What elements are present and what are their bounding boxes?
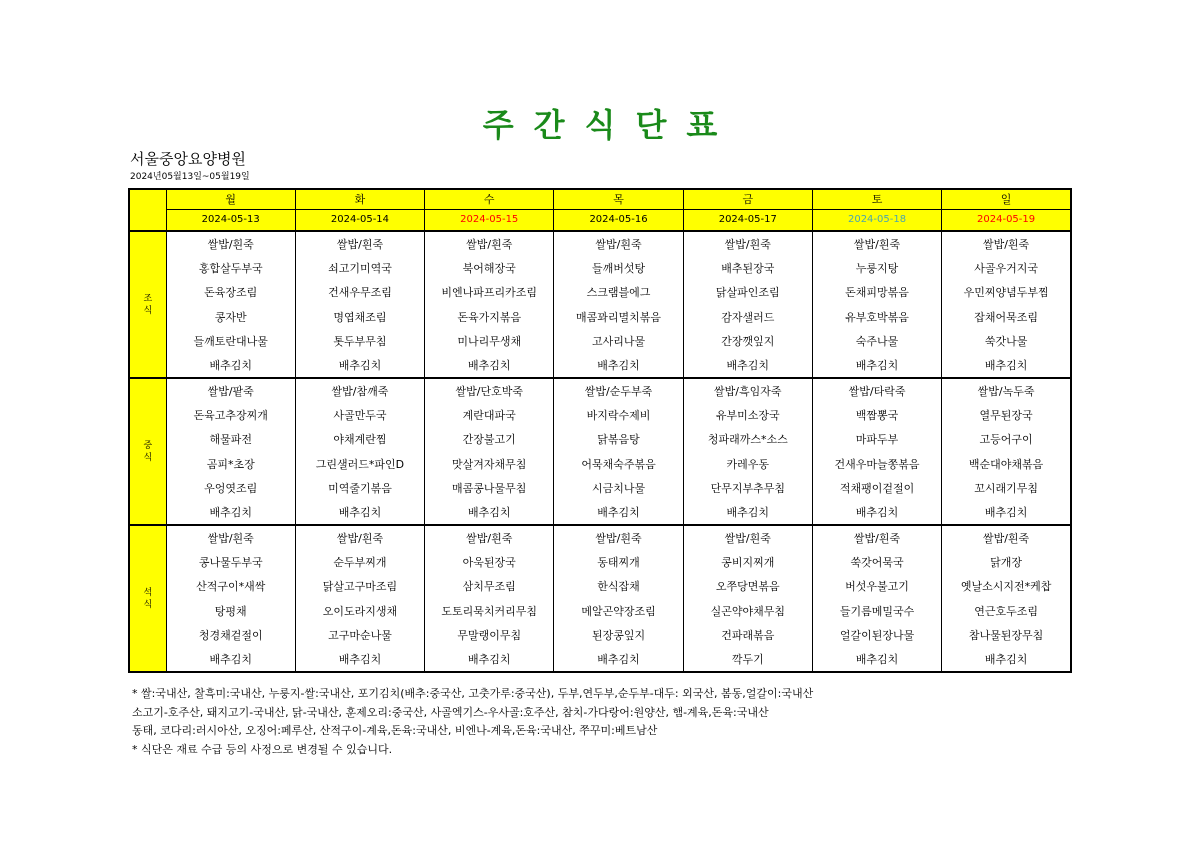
dish-cell: 옛날소시지전*케찹 xyxy=(942,574,1071,599)
dish-cell: 유부미소장국 xyxy=(683,403,812,428)
date-label: 2024-05-13 xyxy=(166,209,295,231)
dish-cell: 우엉엿조림 xyxy=(204,482,258,496)
dish-cell: 닭개장 xyxy=(942,550,1071,575)
footnote-line: 동태, 코다리:러시아산, 오징어:페루산, 산적구이-계육,돈육:국내산, 비엔나-계육,돈육:국내산, 쭈꾸미:베트남산 xyxy=(132,724,658,737)
page-title xyxy=(0,100,1200,146)
dish-cell: 쌀밥/흰죽 xyxy=(554,231,683,256)
dish-cell: 쌀밥/녹두죽 xyxy=(942,378,1071,403)
dish-cell: 깍두기 xyxy=(683,648,812,673)
header-corner xyxy=(129,209,166,231)
dish-cell: 미나리무생채 xyxy=(425,329,554,354)
footnote-line: * 식단은 재료 수급 등의 사정으로 변경될 수 있습니다. xyxy=(132,742,393,756)
dish-cell: 톳두부무침 xyxy=(295,329,424,354)
dish-cell: 배추김치 xyxy=(812,354,941,379)
dish-cell: 그린샐러드*파인D xyxy=(295,452,424,477)
dish-cell: 배추김치 xyxy=(554,648,683,673)
dish-cell: 동태찌개 xyxy=(554,550,683,575)
dish-cell: 배추김치 xyxy=(209,359,252,373)
title-char: 주 xyxy=(482,106,514,144)
title-char: 표 xyxy=(686,106,718,144)
dish-cell: 건파래볶음 xyxy=(683,623,812,648)
menu-row xyxy=(129,574,1071,599)
dish-cell: 쌀밥/팥죽 xyxy=(166,378,295,403)
weekday-label: 수 xyxy=(425,189,554,209)
dish-cell: 쌀밥/흰죽 xyxy=(942,231,1071,256)
dish-cell: 미역줄기볶음 xyxy=(295,476,424,501)
dish-cell: 산적구이*새싹 xyxy=(196,580,266,594)
dish-cell: 배추김치 xyxy=(683,354,812,379)
weekday-label: 화 xyxy=(295,189,424,209)
header-corner xyxy=(129,189,166,209)
dish-cell: 배추김치 xyxy=(812,648,941,673)
weekly-menu-table xyxy=(128,188,1072,673)
meal-label-char: 식 xyxy=(143,452,153,463)
meal-label-char: 중 xyxy=(143,440,153,451)
dish-cell: 들깨토란대나물 xyxy=(193,335,268,349)
menu-row xyxy=(129,256,1071,281)
dish-cell: 적채팽이겉절이 xyxy=(812,476,941,501)
dish-cell: 쌀밥/흰죽 xyxy=(683,525,812,550)
menu-row xyxy=(129,354,1071,379)
dish-cell: 연근호두조림 xyxy=(942,599,1071,624)
dish-cell: 배추김치 xyxy=(942,501,1071,526)
dish-cell: 오이도라지생채 xyxy=(295,599,424,624)
dish-cell: 꼬시래기무침 xyxy=(942,476,1071,501)
dish-cell: 쌀밥/흰죽 xyxy=(812,231,941,256)
dish-cell: 시금치나물 xyxy=(554,476,683,501)
dish-cell: 쌀밥/흰죽 xyxy=(295,231,424,256)
date-header-row xyxy=(129,209,1071,231)
footnotes xyxy=(132,685,813,759)
dish-cell: 사골우거지국 xyxy=(942,256,1071,281)
dish-cell: 쌀밥/흰죽 xyxy=(166,525,295,550)
dish-cell: 배추된장국 xyxy=(683,256,812,281)
meal-label xyxy=(129,525,166,672)
dish-cell: 고구마순나물 xyxy=(295,623,424,648)
date-label: 2024-05-18 xyxy=(812,209,941,231)
title-char: 식 xyxy=(584,106,616,144)
dish-cell: 쌀밥/순두부죽 xyxy=(554,378,683,403)
dish-cell: 메알곤약장조림 xyxy=(554,599,683,624)
weekday-label: 토 xyxy=(812,189,941,209)
dish-cell: 쌀밥/흑임자죽 xyxy=(683,378,812,403)
dish-cell: 얼갈이된장나물 xyxy=(812,623,941,648)
dish-cell: 탕평채 xyxy=(214,604,247,618)
dish-cell: 콩비지찌개 xyxy=(683,550,812,575)
dish-cell: 쌀밥/타락죽 xyxy=(812,378,941,403)
weekday-label: 금 xyxy=(683,189,812,209)
meal-label-char: 조 xyxy=(143,293,153,304)
menu-row xyxy=(129,501,1071,526)
dish-cell: 순두부찌개 xyxy=(295,550,424,575)
dish-cell: 잡채어묵조림 xyxy=(942,305,1071,330)
dish-cell: 배추김치 xyxy=(295,501,424,526)
dish-cell: 버섯우불고기 xyxy=(812,574,941,599)
dish-cell: 오쭈당면볶음 xyxy=(683,574,812,599)
dish-cell: 돈채피망볶음 xyxy=(812,280,941,305)
dish-cell: 쇠고기미역국 xyxy=(295,256,424,281)
dish-cell: 배추김치 xyxy=(425,501,554,526)
menu-row xyxy=(129,231,1071,256)
dish-cell: 비엔나파프리카조림 xyxy=(425,280,554,305)
dish-cell: 들깨버섯탕 xyxy=(554,256,683,281)
dish-cell: 우민찌양념두부찜 xyxy=(942,280,1071,305)
dish-cell: 홍합살두부국 xyxy=(198,261,263,275)
dish-cell: 건새우마늘쫑볶음 xyxy=(812,452,941,477)
dish-cell: 쌀밥/흰죽 xyxy=(812,525,941,550)
dish-cell: 북어해장국 xyxy=(425,256,554,281)
dish-cell: 콩자반 xyxy=(214,310,247,324)
dish-cell: 참나물된장무침 xyxy=(942,623,1071,648)
date-label: 2024-05-17 xyxy=(683,209,812,231)
date-label: 2024-05-19 xyxy=(942,209,1071,231)
dish-cell: 간장깻잎지 xyxy=(683,329,812,354)
dish-cell: 해물파전 xyxy=(209,433,252,447)
dish-cell: 숙주나물 xyxy=(812,329,941,354)
dish-cell: 쌀밥/흰죽 xyxy=(425,525,554,550)
dish-cell: 배추김치 xyxy=(942,354,1071,379)
dish-cell: 돈육가지볶음 xyxy=(425,305,554,330)
menu-row xyxy=(129,427,1071,452)
dish-cell: 마파두부 xyxy=(812,427,941,452)
dish-cell: 아욱된장국 xyxy=(425,550,554,575)
menu-row xyxy=(129,476,1071,501)
dish-cell: 배추김치 xyxy=(209,506,252,520)
dish-cell: 배추김치 xyxy=(425,354,554,379)
hospital-name: 서울중앙요양병원 xyxy=(130,150,246,168)
dish-cell: 열무된장국 xyxy=(942,403,1071,428)
dish-cell: 청경채겉절이 xyxy=(198,629,263,643)
menu-row xyxy=(129,525,1071,550)
dish-cell: 매콤꽈리멸치볶음 xyxy=(554,305,683,330)
footnote-line: * 쌀:국내산, 찰흑미:국내산, 누룽지-쌀:국내산, 포기김치(배추:중국산, 고춧가루:중국산), 두부,연두부,순두부-대두: 외국산, 봄동,얼갈이:국내산 xyxy=(132,687,814,700)
title-char: 단 xyxy=(635,106,667,144)
menu-period: 2024년05월13일~05월19일 xyxy=(130,172,250,182)
dish-cell: 매콤콩나물무침 xyxy=(425,476,554,501)
dish-cell: 배추김치 xyxy=(295,354,424,379)
dish-cell: 된장콩잎지 xyxy=(554,623,683,648)
menu-row xyxy=(129,329,1071,354)
dish-cell: 카레우동 xyxy=(683,452,812,477)
dish-cell: 백순대야채볶음 xyxy=(942,452,1071,477)
menu-row xyxy=(129,280,1071,305)
dish-cell: 배추김치 xyxy=(683,501,812,526)
dish-cell: 유부호박볶음 xyxy=(812,305,941,330)
dish-cell: 단무지부추무침 xyxy=(683,476,812,501)
menu-row xyxy=(129,403,1071,428)
menu-row xyxy=(129,599,1071,624)
dish-cell: 감자샐러드 xyxy=(683,305,812,330)
dish-cell: 건새우무조림 xyxy=(295,280,424,305)
dish-cell: 명엽채조림 xyxy=(295,305,424,330)
footnote-line: 소고기-호주산, 돼지고기-국내산, 닭-국내산, 훈제오리:중국산, 사골엑기스-우사골:호주산, 참치-가다랑어:원양산, 햄-계육,돈육:국내산 xyxy=(132,705,769,719)
dish-cell: 쌀밥/흰죽 xyxy=(166,231,295,256)
dish-cell: 쌀밥/흰죽 xyxy=(554,525,683,550)
dish-cell: 돈육장조림 xyxy=(204,286,258,300)
dish-cell: 무말랭이무침 xyxy=(425,623,554,648)
dish-cell: 쌀밥/흰죽 xyxy=(425,231,554,256)
dish-cell: 닭볶음탕 xyxy=(554,427,683,452)
dish-cell: 쌀밥/흰죽 xyxy=(683,231,812,256)
weekday-header-row xyxy=(129,189,1071,209)
dish-cell: 고등어구이 xyxy=(942,427,1071,452)
meal-label-char: 석 xyxy=(143,587,153,598)
weekday-label: 목 xyxy=(554,189,683,209)
dish-cell: 배추김치 xyxy=(812,501,941,526)
dish-cell: 한식잡채 xyxy=(554,574,683,599)
meal-label-char: 식 xyxy=(143,599,153,610)
dish-cell: 쑥갓어묵국 xyxy=(812,550,941,575)
menu-row xyxy=(129,452,1071,477)
date-label: 2024-05-16 xyxy=(554,209,683,231)
dish-cell: 쑥갓나물 xyxy=(942,329,1071,354)
date-label: 2024-05-15 xyxy=(425,209,554,231)
dish-cell: 쌀밥/단호박죽 xyxy=(425,378,554,403)
dish-cell: 고사리나물 xyxy=(554,329,683,354)
menu-row xyxy=(129,378,1071,403)
dish-cell: 바지락수제비 xyxy=(554,403,683,428)
weekday-label: 일 xyxy=(942,189,1071,209)
dish-cell: 닭살고구마조림 xyxy=(295,574,424,599)
dish-cell: 돈육고추장찌개 xyxy=(193,408,268,422)
dish-cell: 배추김치 xyxy=(425,648,554,673)
dish-cell: 쌀밥/흰죽 xyxy=(295,525,424,550)
meal-label-char: 식 xyxy=(143,305,153,316)
meal-label xyxy=(129,378,166,525)
meal-label xyxy=(129,231,166,378)
dish-cell: 배추김치 xyxy=(554,354,683,379)
dish-cell: 어묵채숙주볶음 xyxy=(554,452,683,477)
menu-row xyxy=(129,648,1071,673)
menu-body xyxy=(129,231,1071,672)
dish-cell: 배추김치 xyxy=(554,501,683,526)
dish-cell: 콩나물두부국 xyxy=(198,555,263,569)
menu-row xyxy=(129,623,1071,648)
dish-cell: 간장불고기 xyxy=(425,427,554,452)
dish-cell: 쌀밥/참깨죽 xyxy=(295,378,424,403)
dish-cell: 야채계란찜 xyxy=(295,427,424,452)
dish-cell: 도토리묵치커리무침 xyxy=(425,599,554,624)
dish-cell: 누룽지탕 xyxy=(812,256,941,281)
dish-cell: 사골만두국 xyxy=(295,403,424,428)
dish-cell: 배추김치 xyxy=(209,653,252,667)
dish-cell: 스크램블에그 xyxy=(554,280,683,305)
menu-row xyxy=(129,550,1071,575)
dish-cell: 들기름메밀국수 xyxy=(812,599,941,624)
dish-cell: 백짬뽕국 xyxy=(812,403,941,428)
dish-cell: 곰피*초장 xyxy=(206,457,255,471)
dish-cell: 맛살겨자채무침 xyxy=(425,452,554,477)
date-label: 2024-05-14 xyxy=(295,209,424,231)
dish-cell: 쌀밥/흰죽 xyxy=(942,525,1071,550)
dish-cell: 닭살파인조림 xyxy=(683,280,812,305)
dish-cell: 실곤약야채무침 xyxy=(683,599,812,624)
weekday-label: 월 xyxy=(166,189,295,209)
dish-cell: 삼치무조림 xyxy=(425,574,554,599)
dish-cell: 배추김치 xyxy=(295,648,424,673)
dish-cell: 배추김치 xyxy=(942,648,1071,673)
title-char: 간 xyxy=(533,106,565,144)
menu-row xyxy=(129,305,1071,330)
dish-cell: 계란대파국 xyxy=(425,403,554,428)
dish-cell: 청파래까스*소스 xyxy=(683,427,812,452)
